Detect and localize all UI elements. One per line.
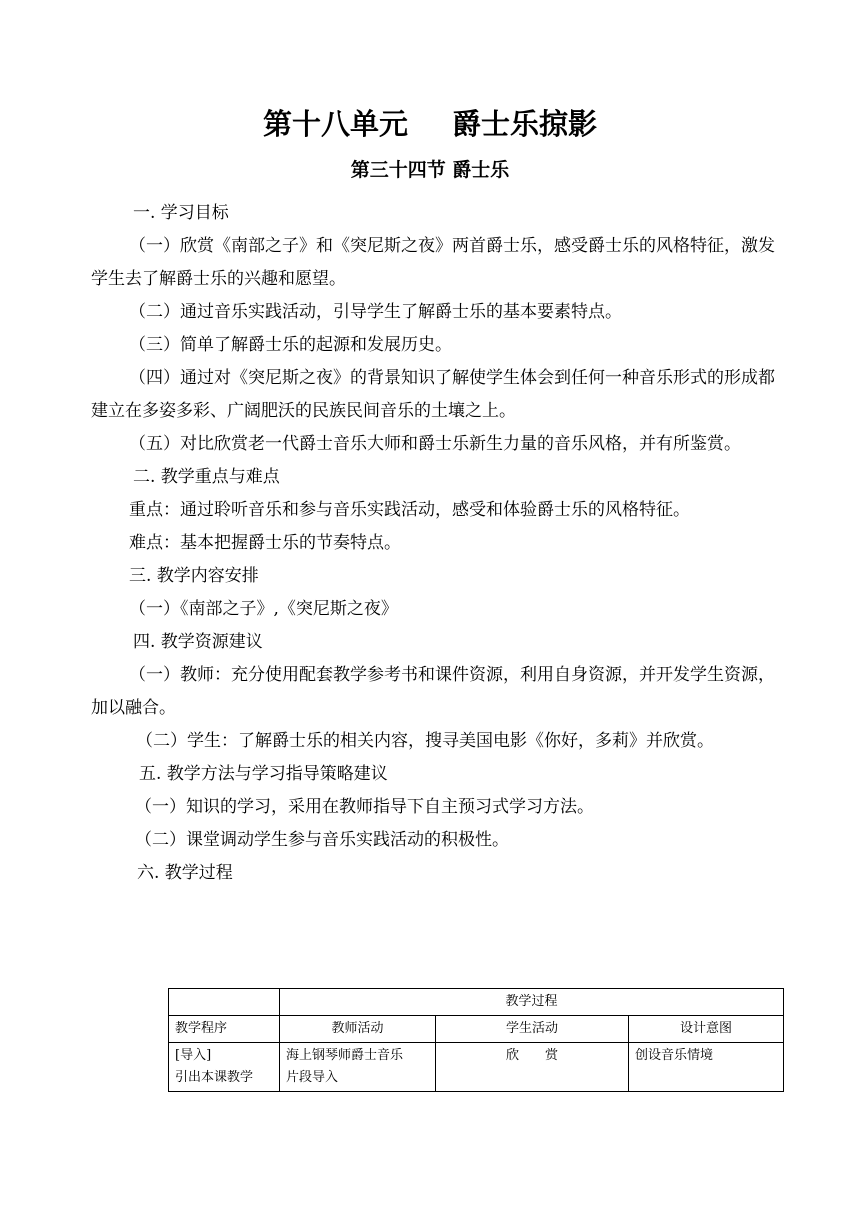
header-teacher: 教师活动 [280, 1016, 436, 1043]
objective-3: （三）简单了解爵士乐的起源和发展历史。 [129, 335, 452, 355]
table-span-header: 教学过程 [280, 989, 784, 1016]
heading-methods: 五. 教学方法与学习指导策略建议 [139, 764, 388, 784]
heading-content: 三. 教学内容安排 [129, 566, 259, 586]
table-span-header-row [169, 989, 784, 1016]
teaching-process-table [168, 988, 784, 1092]
heading-key-points: 二. 教学重点与难点 [133, 467, 280, 487]
cell-student: 欣 赏 [436, 1043, 629, 1092]
method-2: （二）课堂调动学生参与音乐实践活动的积极性。 [135, 830, 509, 850]
table-header-row [169, 1016, 784, 1043]
method-1: （一）知识的学习，采用在教师指导下自主预习式学习方法。 [135, 797, 594, 817]
unit-name: 爵士乐掠影 [452, 107, 598, 141]
difficult-point: 难点：基本把握爵士乐的节奏特点。 [129, 533, 401, 553]
cell-teacher-line1: 海上钢琴师爵士音乐 [286, 1048, 404, 1063]
resource-teacher: （一）教师：充分使用配套教学参考书和课件资源，利用自身资源，并开发学生资源，加以融合。 [91, 665, 775, 718]
header-procedure: 教学程序 [169, 1016, 280, 1043]
header-student: 学生活动 [436, 1016, 629, 1043]
section-title: 第三十四节 爵士乐 [350, 159, 510, 181]
key-point: 重点：通过聆听音乐和参与音乐实践活动，感受和体验爵士乐的风格特征。 [129, 500, 690, 520]
unit-title [0, 100, 860, 148]
objective-5: （五）对比欣赏老一代爵士音乐大师和爵士乐新生力量的音乐风格，并有所鉴赏。 [129, 434, 741, 454]
objective-2: （二）通过音乐实践活动，引导学生了解爵士乐的基本要素特点。 [129, 302, 622, 322]
content-1: （一）《南部之子》,《突尼斯之夜》 [129, 599, 398, 619]
heading-resources: 四. 教学资源建议 [133, 632, 263, 652]
table-row [169, 1043, 784, 1092]
heading-objectives: 一. 学习目标 [133, 203, 229, 223]
header-intent: 设计意图 [629, 1016, 784, 1043]
cell-teacher-line2: 片段导入 [286, 1070, 339, 1085]
cell-procedure-line2: 引出本课教学 [175, 1070, 254, 1085]
cell-intent: 创设音乐情境 [629, 1043, 784, 1092]
unit-number: 第十八单元 [262, 107, 408, 141]
heading-process: 六. 教学过程 [137, 863, 233, 883]
objective-4: （四）通过对《突尼斯之夜》的背景知识了解使学生体会到任何一种音乐形式的形成都建立在多姿多彩、广阔肥沃的民族民间音乐的土壤之上。 [91, 368, 775, 421]
cell-teacher [280, 1043, 436, 1092]
resource-student: （二）学生：了解爵士乐的相关内容，搜寻美国电影《你好，多莉》并欣赏。 [136, 731, 714, 751]
document-body [91, 197, 788, 890]
cell-procedure-line1: [导入] [175, 1048, 212, 1063]
cell-procedure [169, 1043, 280, 1092]
objective-1: （一）欣赏《南部之子》和《突尼斯之夜》两首爵士乐，感受爵士乐的风格特征，激发学生去了解爵士乐的兴趣和愿望。 [91, 236, 775, 289]
